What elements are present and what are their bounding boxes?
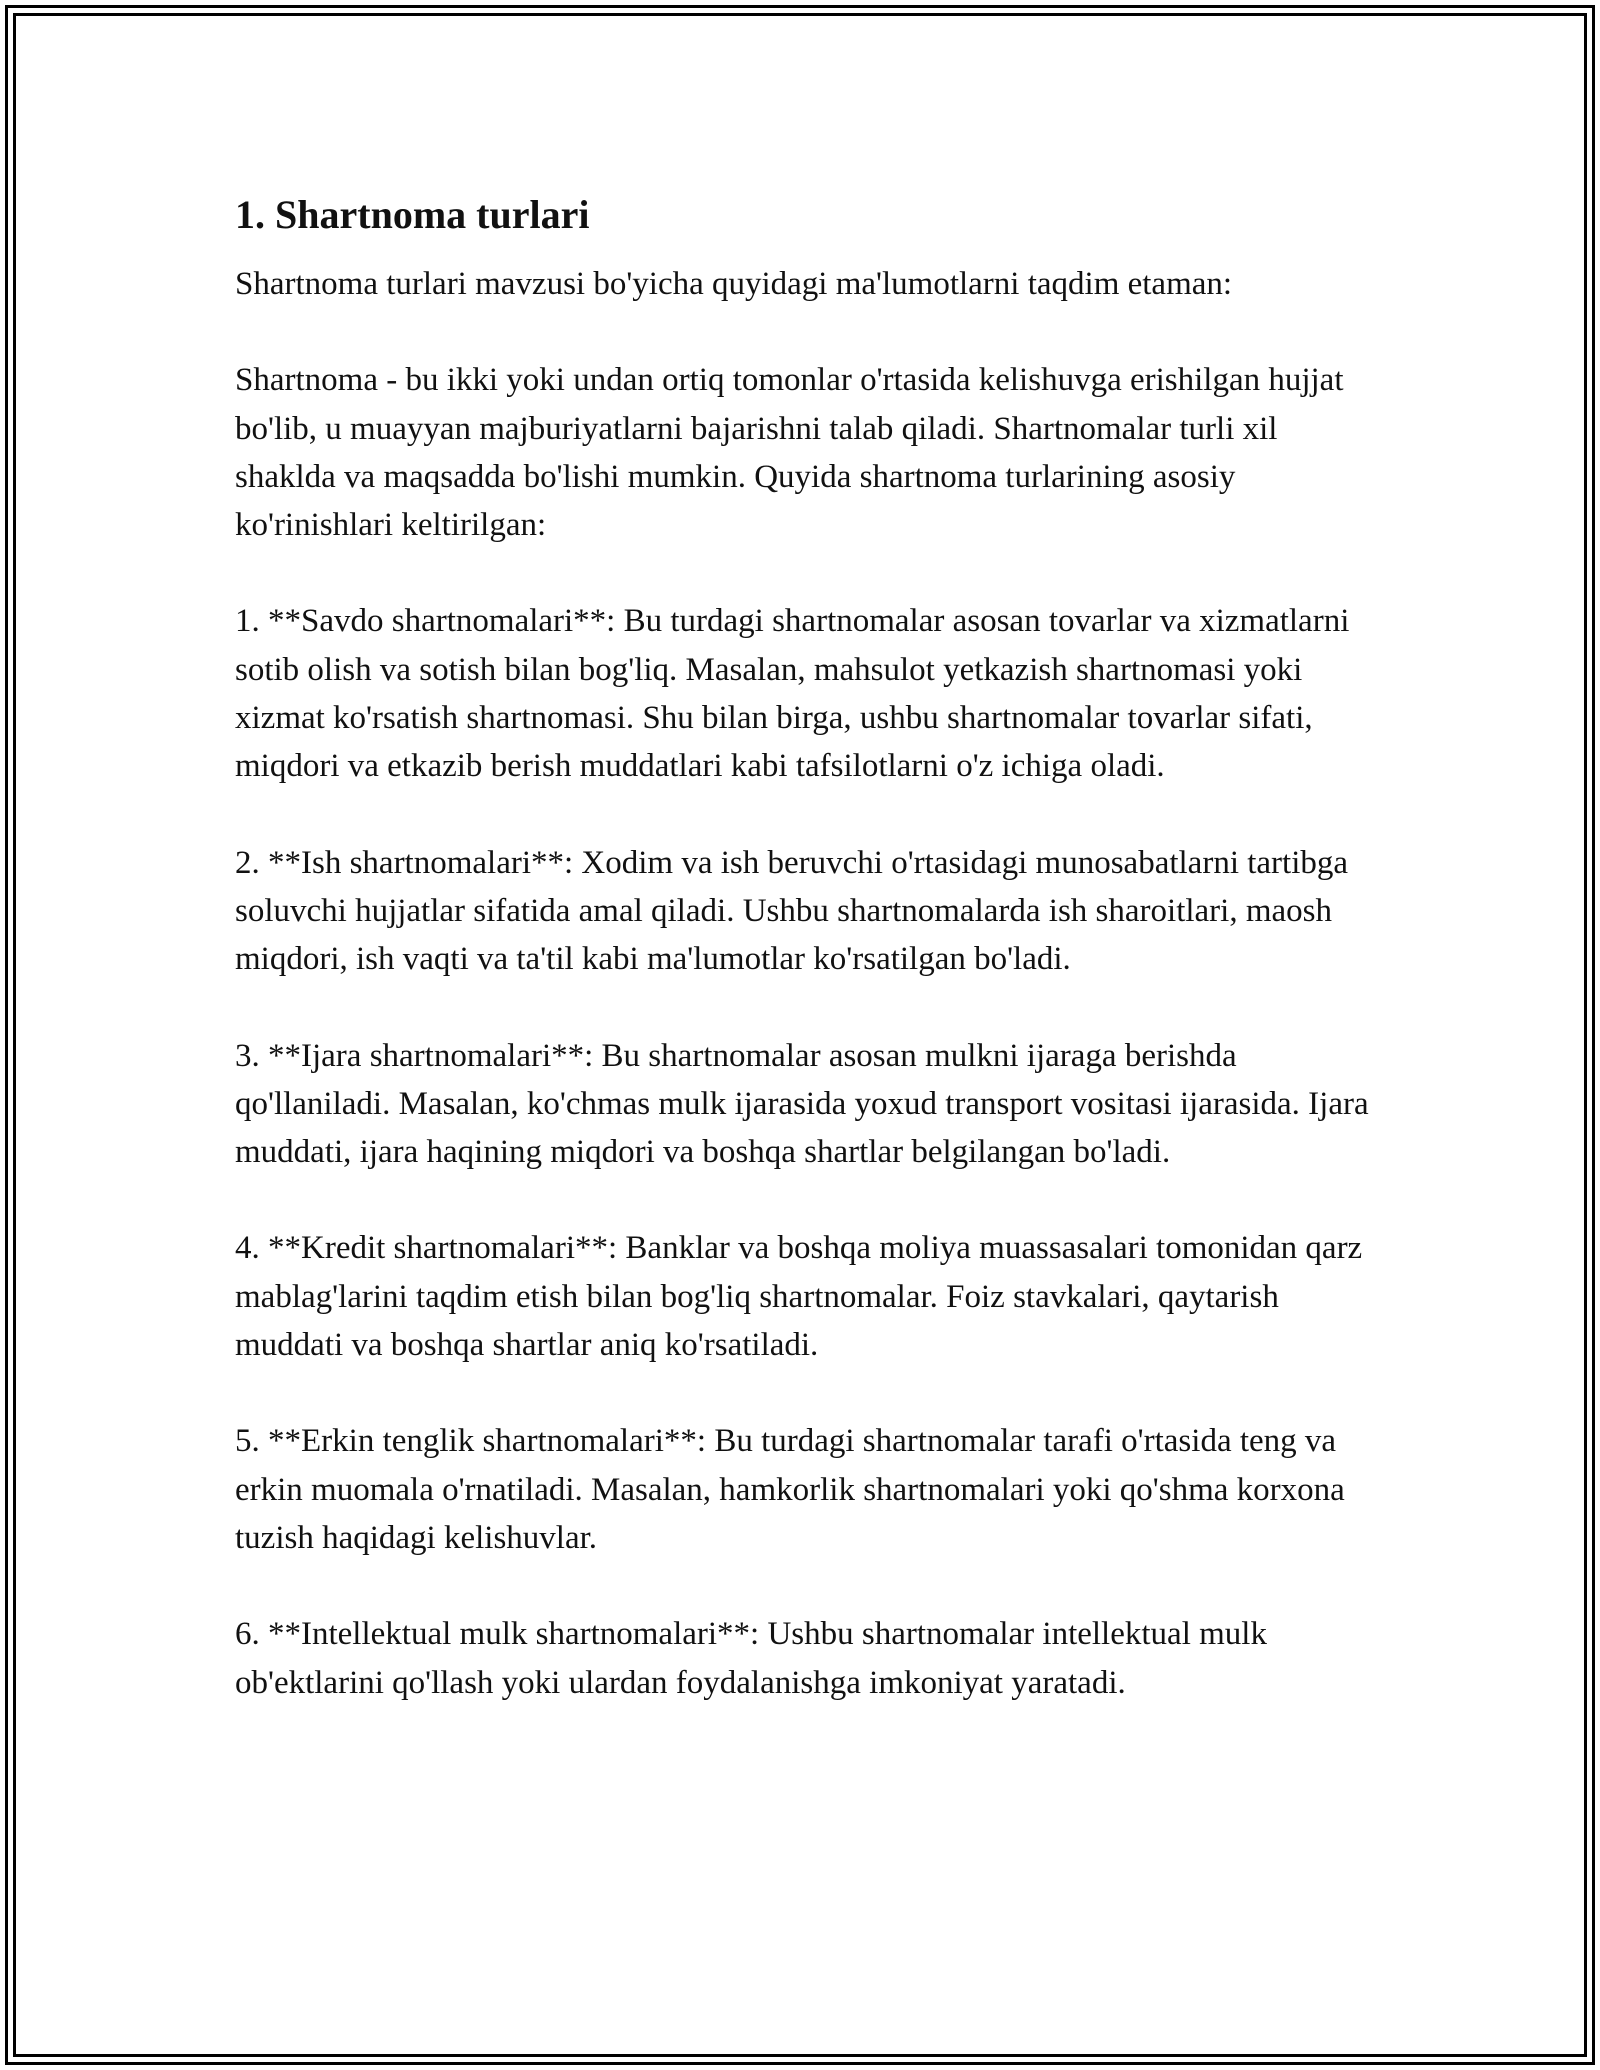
intro-paragraph: Shartnoma turlari mavzusi bo'yicha quyidagi ma'lumotlarni taqdim etaman: <box>235 266 1233 302</box>
list-item-kredit: 4. **Kredit shartnomalari**: Banklar va boshqa moliya muassasalari tomonidan qarz mablag'larini taqdim etish bilan bog'liq shartnomalar. Foiz stavkalari, qaytarish muddati va boshqa shartlar aniq ko'rsatiladi. <box>235 1230 1363 1364</box>
definition-paragraph: Shartnoma - bu ikki yoki undan ortiq tomonlar o'rtasida kelishuvga erishilgan hujjat bo'lib, u muayyan majburiyatlarni bajarishni talab qiladi. Shartnomalar turli xil shaklda va maqsadda bo'lishi mumkin. Quyida shartnoma turlarining asosiy ko'rinishlari keltirilgan: <box>235 362 1344 544</box>
list-item-ijara: 3. **Ijara shartnomalari**: Bu shartnomalar asosan mulkni ijaraga berishda qo'llaniladi. Masalan, ko'chmas mulk ijarasida yoxud transport vositasi ijarasida. Ijara muddati, ijara haqining miqdori va boshqa shartlar belgilangan bo'ladi. <box>235 1037 1369 1171</box>
document-body <box>235 190 1375 1755</box>
section-heading: 1. Shartnoma turlari <box>235 192 590 237</box>
list-item-erkin-tenglik: 5. **Erkin tenglik shartnomalari**: Bu turdagi shartnomalar tarafi o'rtasida teng va erkin muomala o'rnatiladi. Masalan, hamkorlik shartnomalari yoki qo'shma korxona tuzish haqidagi kelishuvlar. <box>235 1423 1345 1556</box>
list-item-savdo: 1. **Savdo shartnomalari**: Bu turdagi shartnomalar asosan tovarlar va xizmatlarni sotib olish va sotish bilan bog'liq. Masalan, mahsulot yetkazish shartnomasi yoki xizmat ko'rsatish shartnomasi. Shu bilan birga, ushbu shartnomalar tovarlar sifati, miqdori va etkazib berish muddatlari kabi tafsilotlarni o'z ichiga oladi. <box>235 603 1350 785</box>
list-item-ish: 2. **Ish shartnomalari**: Xodim va ish beruvchi o'rtasidagi munosabatlarni tartibga soluvchi hujjatlar sifatida amal qiladi. Ushbu shartnomalarda ish sharoitlari, maosh miqdori, ish vaqti va ta'til kabi ma'lumotlar ko'rsatilgan bo'ladi. <box>235 844 1349 978</box>
list-item-intellektual-mulk: 6. **Intellektual mulk shartnomalari**: Ushbu shartnomalar intellektual mulk ob'ektlarini qo'llash yoki ulardan foydalanishga imkoniyat yaratadi. <box>235 1616 1267 1701</box>
